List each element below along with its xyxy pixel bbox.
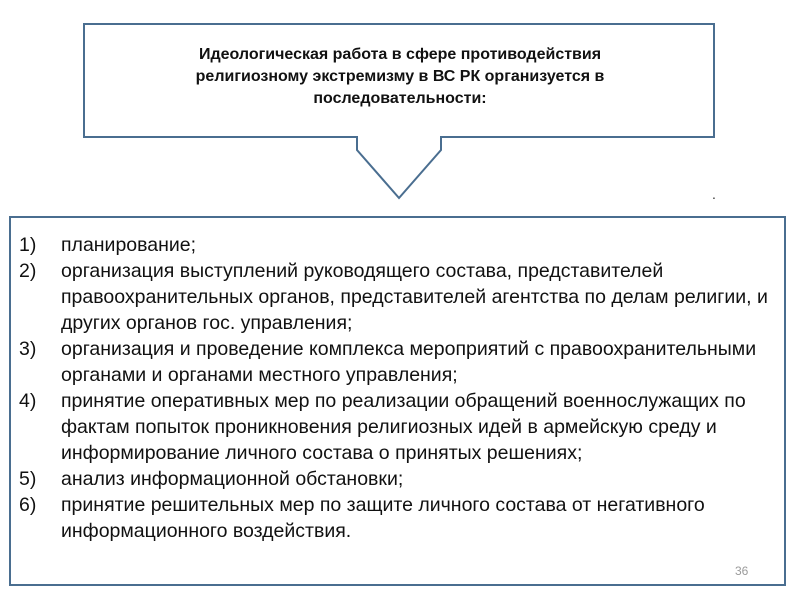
list-item-text: анализ информационной обстановки;	[61, 468, 404, 490]
list-item-number: 2)	[19, 260, 37, 282]
callout-heading-line-2: религиозному экстремизму в ВС РК организуется в	[195, 68, 605, 85]
callout-heading	[86, 44, 714, 110]
list-item-number: 1)	[19, 234, 37, 256]
list-item-text: организация и проведение комплекса мероприятий с правоохранительными органами и органами местного управления;	[61, 338, 757, 386]
list-item-text: организация выступлений руководящего состава, представителей правоохранительных органов, представителей агентства по делам религии, и других органов гос. управления;	[61, 260, 768, 334]
callout-heading-line-1: Идеологическая работа в сфере противодействия	[198, 46, 602, 63]
steps-list	[19, 232, 779, 544]
separator-dot: .	[712, 186, 716, 202]
list-item-text: принятие решительных мер по защите личного состава от негативного информационного воздействия.	[61, 494, 705, 542]
list-item	[19, 466, 779, 492]
list-item-text: планирование;	[61, 234, 197, 256]
list-item-text: принятие оперативных мер по реализации обращений военнослужащих по фактам попыток проникновения религиозных идей в армейскую среду и информирование личного состава о принятых решениях;	[61, 390, 746, 464]
list-item	[19, 388, 779, 466]
list-item-number: 5)	[19, 468, 37, 490]
steps-box	[9, 216, 786, 586]
list-item	[19, 492, 779, 544]
list-item-number: 3)	[19, 338, 37, 360]
list-item-number: 4)	[19, 390, 37, 412]
list-item-number: 6)	[19, 494, 37, 516]
list-item	[19, 232, 779, 258]
list-item	[19, 258, 779, 336]
slide-number: 36	[735, 564, 749, 578]
callout-heading-line-3: последовательности:	[313, 90, 487, 107]
list-item	[19, 336, 779, 388]
